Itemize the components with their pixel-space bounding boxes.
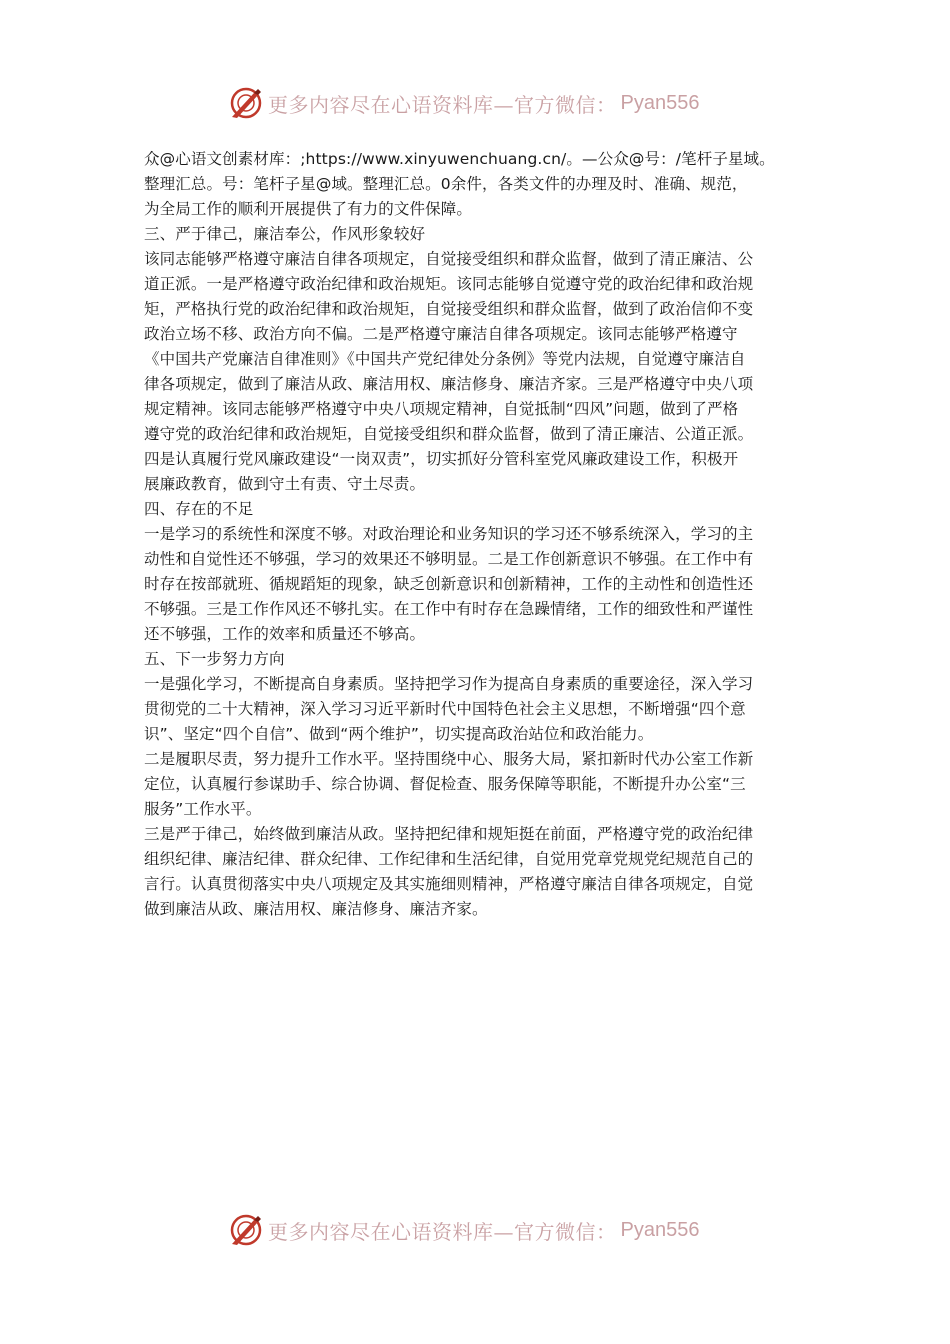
section-heading: 五、下一步努力方向 <box>144 650 285 668</box>
text-line: 一是学习的系统性和深度不够。对政治理论和业务知识的学习还不够系统深入，学习的主 <box>144 525 754 543</box>
text-line: 矩，严格执行党的政治纪律和政治规矩，自觉接受组织和群众监督，做到了政治信仰不变 <box>144 300 754 318</box>
text-line: 服务”工作水平。 <box>144 800 262 818</box>
document-body <box>144 147 814 922</box>
text-line: 该同志能够严格遵守廉洁自律各项规定，自觉接受组织和群众监督，做到了清正廉洁、公 <box>144 250 754 268</box>
section-heading: 三、严于律己，廉洁奉公，作风形象较好 <box>144 225 426 243</box>
section-heading: 四、存在的不足 <box>144 500 254 518</box>
text-line: 还不够强，工作的效率和质量还不够高。 <box>144 625 426 643</box>
text-line: 为全局工作的顺利开展提供了有力的文件保障。 <box>144 200 473 218</box>
text-line: 众@心语文创素材库：;https://www.xinyuwenchuang.cn/。—公众@号：/笔杆子星域。 <box>144 150 775 168</box>
header-wechat-id: Pyan556 <box>620 91 700 114</box>
footer-watermark-banner <box>228 1210 699 1250</box>
text-line: 言行。认真贯彻落实中央八项规定及其实施细则精神，严格遵守廉洁自律各项规定，自觉 <box>144 875 754 893</box>
text-line: 遵守党的政治纪律和政治规矩，自觉接受组织和群众监督，做到了清正廉洁、公道正派。 <box>144 425 754 443</box>
text-line: 政治立场不移、政治方向不偏。二是严格遵守廉洁自律各项规定。该同志能够严格遵守 <box>144 325 738 343</box>
text-line: 组织纪律、廉洁纪律、群众纪律、工作纪律和生活纪律，自觉用党章党规党纪规范自己的 <box>144 850 754 868</box>
text-line: 动性和自觉性还不够强，学习的效果还不够明显。二是工作创新意识不够强。在工作中有 <box>144 550 754 568</box>
text-line: 道正派。一是严格遵守政治纪律和政治规矩。该同志能够自觉遵守党的政治纪律和政治规 <box>144 275 754 293</box>
footer-wechat-id: Pyan556 <box>620 1218 700 1241</box>
text-line: 识”、坚定“四个自信”、做到“两个维护”，切实提高政治站位和政治能力。 <box>144 725 654 743</box>
text-line: 时存在按部就班、循规蹈矩的现象，缺乏创新意识和创新精神，工作的主动性和创造性还 <box>144 575 754 593</box>
pen-logo-icon <box>228 85 264 121</box>
text-line: 规定精神。该同志能够严格遵守中央八项规定精神，自觉抵制“四风”问题，做到了严格 <box>144 400 739 418</box>
text-line: 三是严于律己，始终做到廉洁从政。坚持把纪律和规矩挺在前面，严格遵守党的政治纪律 <box>144 825 754 843</box>
text-line: 一是强化学习，不断提高自身素质。坚持把学习作为提高自身素质的重要途径，深入学习 <box>144 675 754 693</box>
header-watermark-text: 更多内容尽在心语资料库—官方微信： <box>268 92 617 117</box>
footer-watermark-text: 更多内容尽在心语资料库—官方微信： <box>268 1219 617 1244</box>
text-line: 贯彻党的二十大精神，深入学习习近平新时代中国特色社会主义思想，不断增强“四个意 <box>144 700 746 718</box>
text-line: 做到廉洁从政、廉洁用权、廉洁修身、廉洁齐家。 <box>144 900 488 918</box>
header-watermark-banner <box>228 83 699 123</box>
text-line: 定位，认真履行参谋助手、综合协调、督促检查、服务保障等职能，不断提升办公室“三 <box>144 775 746 793</box>
text-line: 展廉政教育，做到守土有责、守土尽责。 <box>144 475 426 493</box>
text-line: 《中国共产党廉洁自律准则》《中国共产党纪律处分条例》等党内法规，自觉遵守廉洁自 <box>144 350 746 368</box>
pen-logo-icon <box>228 1212 264 1248</box>
text-line: 整理汇总。号：笔杆子星@域。整理汇总。0余件，各类文件的办理及时、准确、规范， <box>144 175 748 193</box>
text-line: 二是履职尽责，努力提升工作水平。坚持围绕中心、服务大局，紧扣新时代办公室工作新 <box>144 750 754 768</box>
text-line: 四是认真履行党风廉政建设“一岗双责”，切实抓好分管科室党风廉政建设工作，积极开 <box>144 450 739 468</box>
text-line: 不够强。三是工作作风还不够扎实。在工作中有时存在急躁情绪，工作的细致性和严谨性 <box>144 600 754 618</box>
text-line: 律各项规定，做到了廉洁从政、廉洁用权、廉洁修身、廉洁齐家。三是严格遵守中央八项 <box>144 375 754 393</box>
